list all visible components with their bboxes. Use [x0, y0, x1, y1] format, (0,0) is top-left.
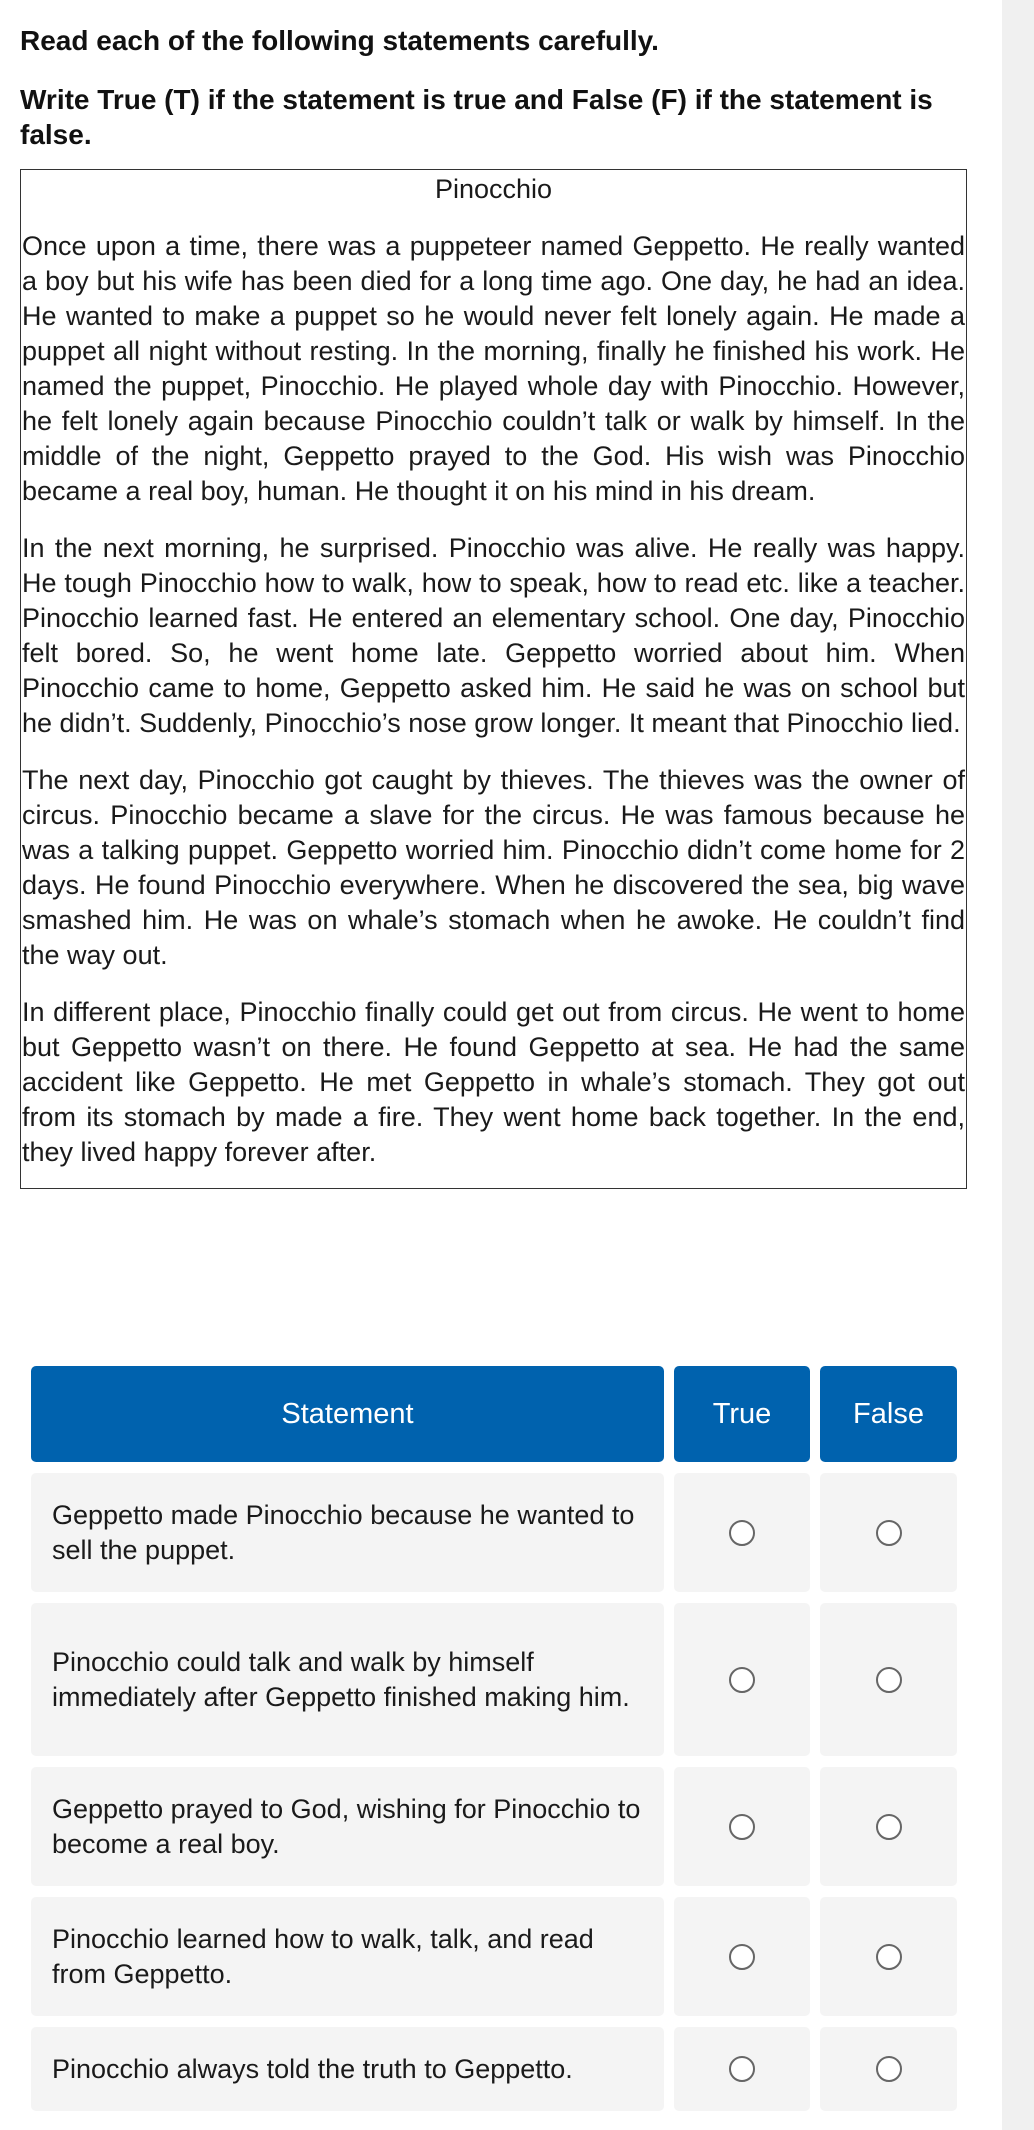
statement-text: Pinocchio could talk and walk by himself immediately after Geppetto finished making him. [31, 1603, 664, 1756]
false-radio[interactable] [876, 1520, 902, 1546]
true-option-cell[interactable] [674, 1603, 810, 1756]
header-false: False [820, 1366, 957, 1462]
passage-title: Pinocchio [434, 174, 553, 204]
false-radio[interactable] [876, 1814, 902, 1840]
table-row [31, 2027, 957, 2111]
statement-text: Pinocchio learned how to walk, talk, and read from Geppetto. [31, 1897, 664, 2016]
question-content [20, 0, 970, 1189]
table-row [31, 1767, 957, 1886]
statement-text: Geppetto prayed to God, wishing for Pinocchio to become a real boy. [31, 1767, 664, 1886]
false-option-cell[interactable] [820, 1897, 957, 2016]
header-statement: Statement [31, 1366, 664, 1462]
true-option-cell[interactable] [674, 1897, 810, 2016]
true-false-table [31, 1366, 957, 2122]
statement-text: Geppetto made Pinocchio because he wanted to sell the puppet. [31, 1473, 664, 1592]
false-radio[interactable] [876, 1667, 902, 1693]
passage-box [20, 169, 967, 1189]
false-option-cell[interactable] [820, 1473, 957, 1592]
header-true: True [674, 1366, 810, 1462]
passage-paragraph-4: In different place, Pinocchio finally could get out from circus. He went to home but Geppetto wasn’t on there. He found Geppetto at sea. He had the same accident like Geppetto. He met Geppetto in whale’s stomach. They got out from its stomach by made a fire. They went home back together. In the end, they lived happy forever after. [22, 997, 965, 1167]
true-radio[interactable] [729, 1520, 755, 1546]
passage-paragraph-1: Once upon a time, there was a puppeteer named Geppetto. He really wanted a boy but his wife has been died for a long time ago. One day, he had an idea. He wanted to make a puppet so he would never felt lonely again. He made a puppet all night without resting. In the morning, finally he finished his work. He named the puppet, Pinocchio. He played whole day with Pinocchio. However, he felt lonely again because Pinocchio couldn’t talk or walk by himself. In the middle of the night, Geppetto prayed to the God. His wish was Pinocchio became a real boy, human. He thought it on his mind in his dream. [22, 231, 965, 506]
instruction-read: Read each of the following statements carefully. [20, 25, 659, 56]
instruction-write: Write True (T) if the statement is true and False (F) if the statement is false. [20, 84, 933, 150]
table-row [31, 1603, 957, 1756]
statement-text: Pinocchio always told the truth to Geppetto. [31, 2027, 664, 2111]
true-option-cell[interactable] [674, 2027, 810, 2111]
false-radio[interactable] [876, 2056, 902, 2082]
true-option-cell[interactable] [674, 1473, 810, 1592]
true-radio[interactable] [729, 1814, 755, 1840]
true-radio[interactable] [729, 1944, 755, 1970]
false-option-cell[interactable] [820, 2027, 957, 2111]
passage-paragraph-2: In the next morning, he surprised. Pinocchio was alive. He really was happy. He tough Pinocchio how to walk, how to speak, how to read etc. like a teacher. Pinocchio learned fast. He entered an elementary school. One day, Pinocchio felt bored. So, he went home late. Geppetto worried about him. When Pinocchio came to home, Geppetto asked him. He said he was on school but he didn’t. Suddenly, Pinocchio’s nose grow longer. It meant that Pinocchio lied. [22, 533, 965, 738]
table-row [31, 1897, 957, 2016]
table-row [31, 1473, 957, 1592]
table-header-row [31, 1366, 957, 1462]
true-radio[interactable] [729, 1667, 755, 1693]
true-option-cell[interactable] [674, 1767, 810, 1886]
scrollbar-track[interactable] [1002, 0, 1034, 2130]
false-option-cell[interactable] [820, 1603, 957, 1756]
passage-paragraph-3: The next day, Pinocchio got caught by thieves. The thieves was the owner of circus. Pinocchio became a slave for the circus. He was famous because he was a talking puppet. Geppetto worried him. Pinocchio didn’t come home for 2 days. He found Pinocchio everywhere. When he discovered the sea, big wave smashed him. He was on whale’s stomach when he awoke. He couldn’t find the way out. [22, 765, 965, 970]
false-radio[interactable] [876, 1944, 902, 1970]
true-radio[interactable] [729, 2056, 755, 2082]
false-option-cell[interactable] [820, 1767, 957, 1886]
